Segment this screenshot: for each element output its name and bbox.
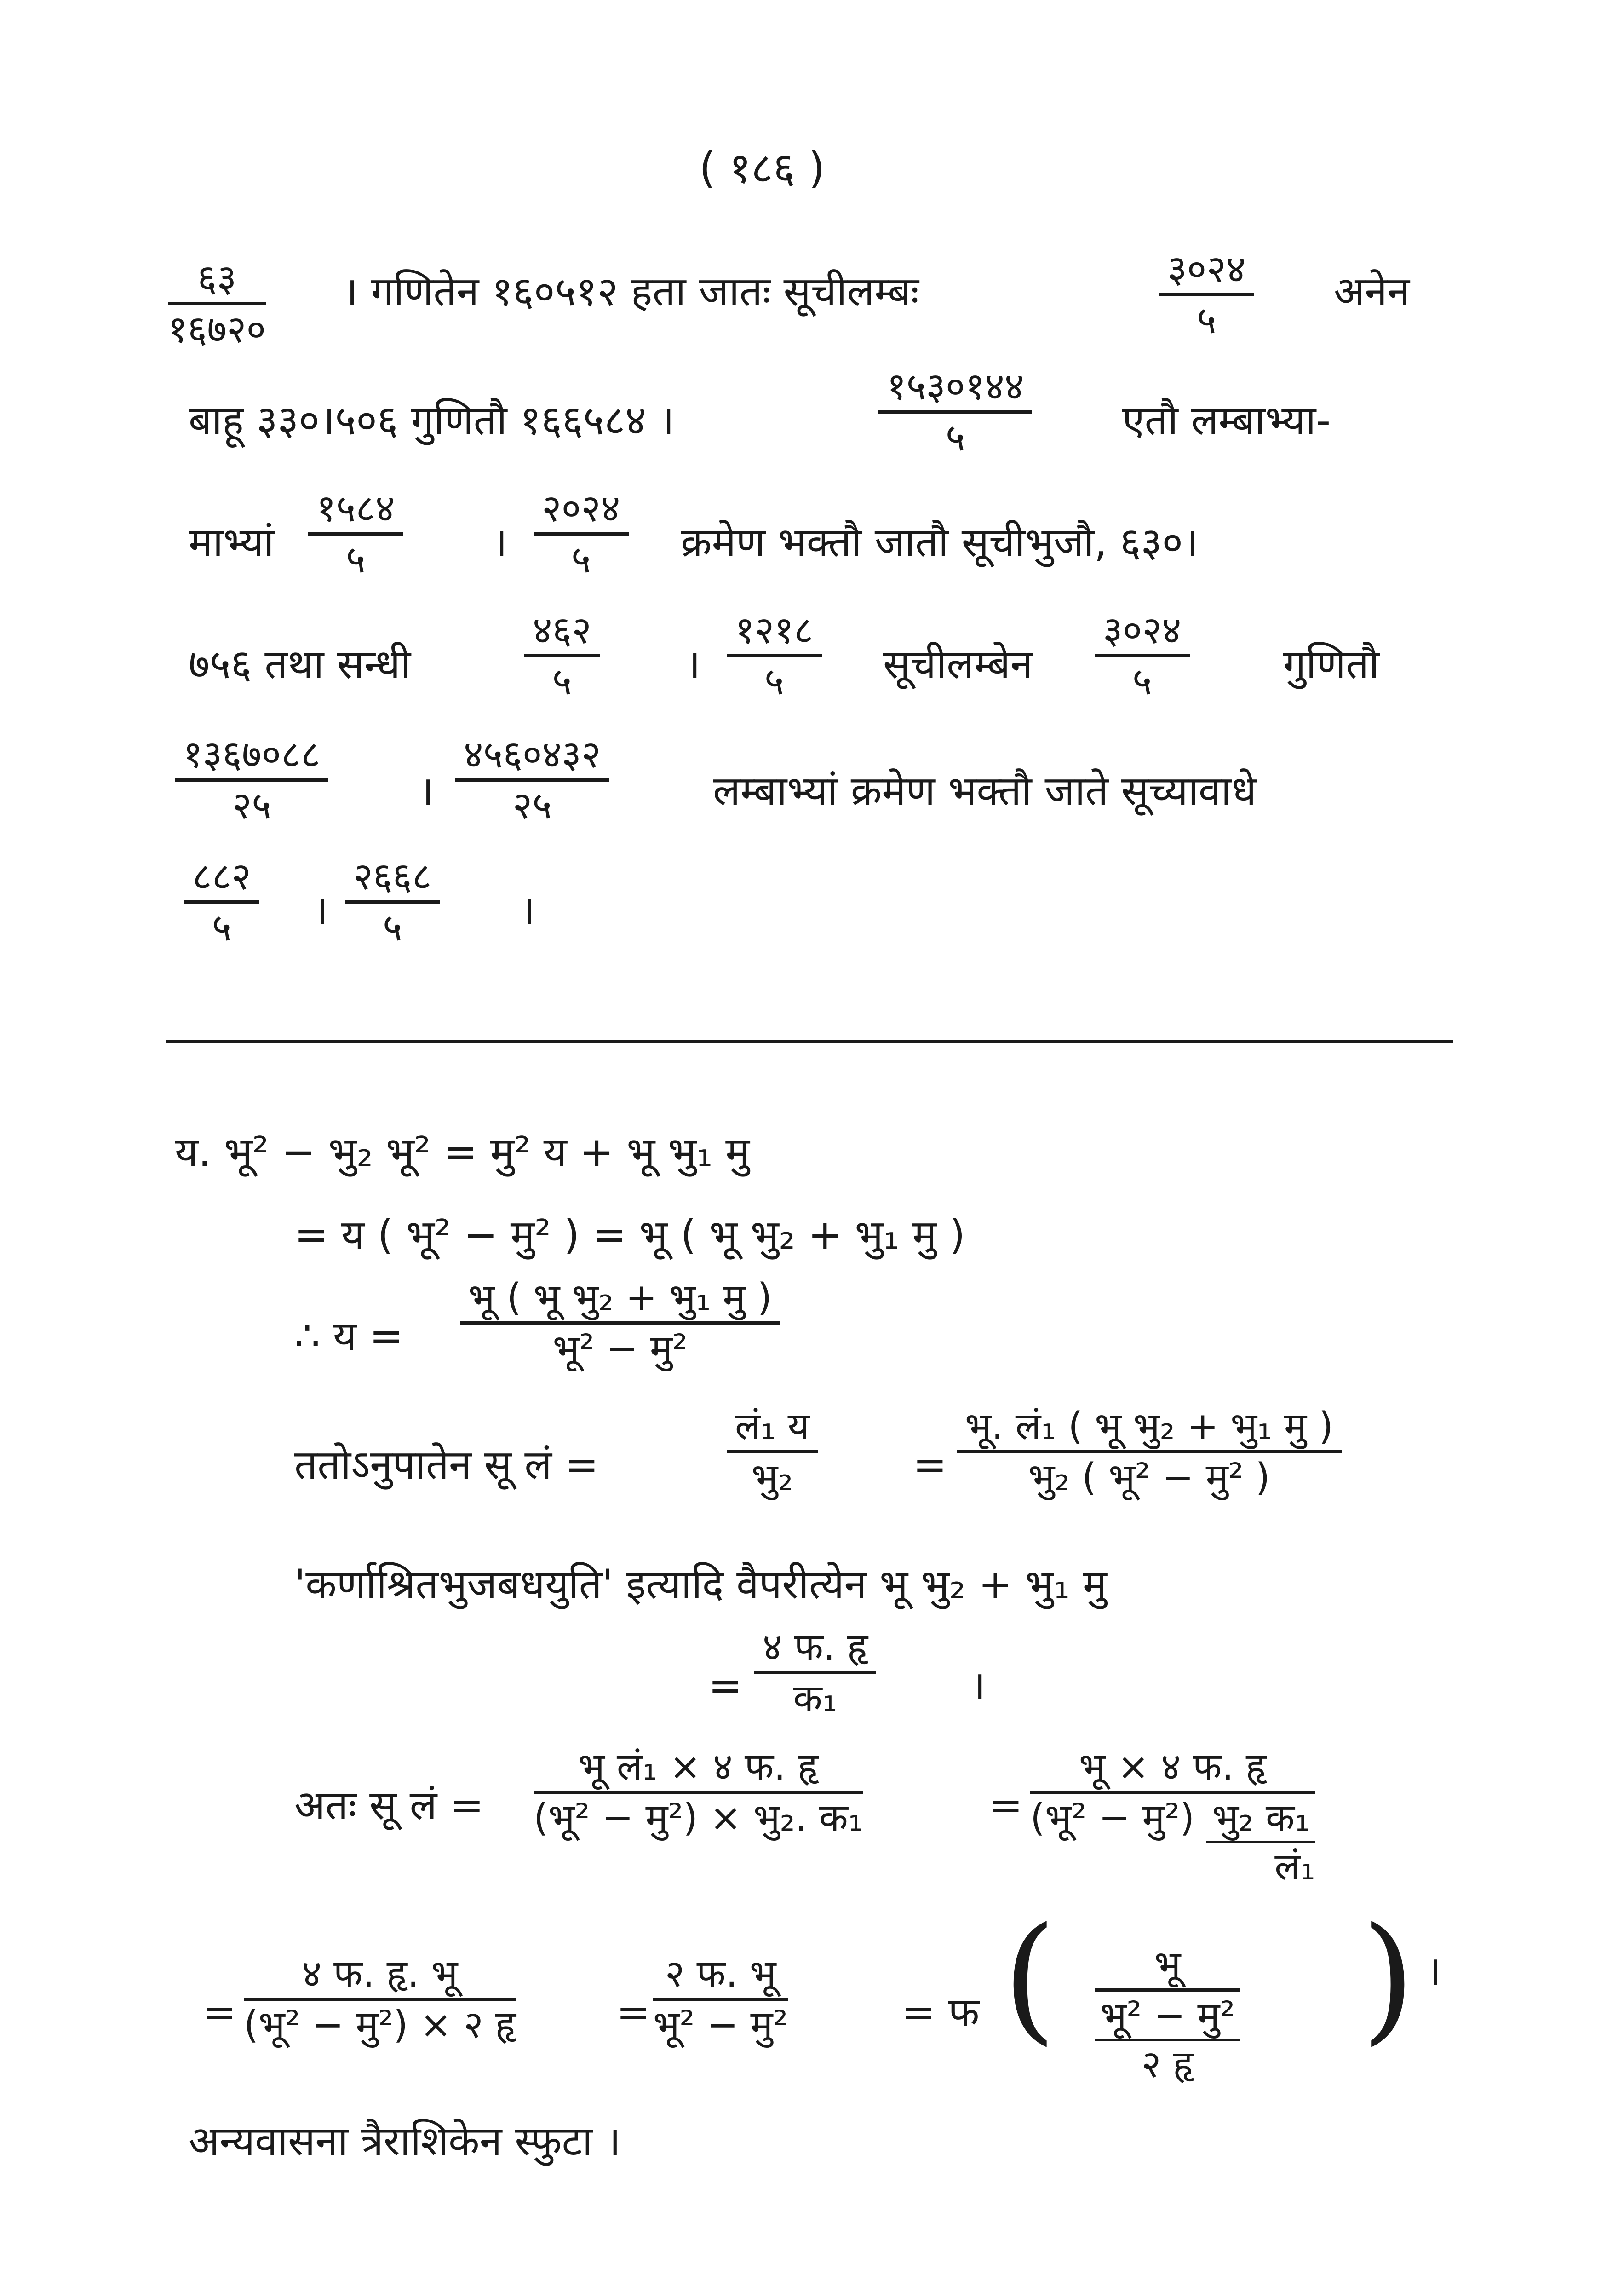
fraction bbox=[534, 1745, 863, 1840]
fraction-denominator: (भू² − मु²) × २ हृ bbox=[244, 2003, 516, 2047]
equation-lhs: ततोऽनुपातेन सू लं = bbox=[294, 1441, 599, 1488]
fraction bbox=[460, 1276, 780, 1371]
fraction-denominator: ५ bbox=[382, 906, 402, 950]
fraction-bar bbox=[308, 532, 403, 536]
separator: । bbox=[970, 1662, 986, 1709]
fraction bbox=[754, 1625, 876, 1720]
fraction-bar bbox=[168, 302, 266, 305]
fraction bbox=[727, 1405, 818, 1499]
fraction-numerator: भू. लं₁ ( भू भु₂ + भु₁ मु ) bbox=[965, 1405, 1334, 1448]
separator: । bbox=[492, 518, 508, 566]
equals-sign: = bbox=[616, 1988, 650, 2036]
equation-line: य. भू² − भु₂ भू² = मु² य + भू भु₁ मु bbox=[175, 1128, 750, 1175]
prose-text: । गणितेन १६०५१२ हता जातः सूचीलम्बः bbox=[343, 268, 919, 315]
fraction bbox=[244, 1952, 516, 2047]
section-divider bbox=[166, 1040, 1453, 1043]
prose-text: गुणितौ bbox=[1283, 640, 1379, 688]
equals-sign: = bbox=[989, 1781, 1023, 1829]
fraction-bar bbox=[345, 900, 440, 904]
left-parenthesis: ( bbox=[1003, 1898, 1057, 2058]
fraction-bar bbox=[727, 654, 822, 657]
equation-lhs: ∴ य = bbox=[294, 1312, 403, 1359]
fraction-bar bbox=[455, 778, 609, 782]
compound-fraction bbox=[1030, 1745, 1315, 1889]
equation-lhs: = फ bbox=[901, 1988, 980, 2036]
fraction-numerator: ८८२ bbox=[192, 855, 251, 899]
fraction-denominator: २५ bbox=[512, 784, 552, 828]
fraction-numerator: भू लं₁ × ४ फ. हृ bbox=[578, 1745, 819, 1789]
fraction bbox=[1095, 609, 1190, 703]
fraction-bar bbox=[534, 532, 629, 536]
separator: । bbox=[313, 887, 328, 934]
fraction-denominator: भू² − मु² bbox=[552, 1327, 688, 1371]
inner-numerator: भू² − मु² bbox=[1100, 1994, 1235, 2038]
fraction-numerator: १५८४ bbox=[316, 487, 395, 530]
fraction-denominator: भु₂ bbox=[751, 1456, 793, 1499]
fraction-bar bbox=[1159, 293, 1254, 296]
fraction-denominator: ५ bbox=[212, 906, 232, 950]
fraction-denominator: ५ bbox=[571, 538, 591, 582]
prose-text: बाहू ३३०।५०६ गुणितौ १६६५८४ । bbox=[189, 397, 675, 444]
fraction-bar bbox=[460, 1321, 780, 1325]
inner-denominator: २ हृ bbox=[1141, 2043, 1194, 2086]
equation-lhs: अतः सू लं = bbox=[294, 1781, 484, 1829]
equals-sign: = bbox=[913, 1441, 947, 1488]
fraction-bar bbox=[244, 1998, 516, 2001]
fraction bbox=[168, 257, 266, 351]
prose-text: ७५६ तथा सन्धी bbox=[189, 640, 411, 688]
fraction-bar bbox=[878, 410, 1032, 414]
closing-text: अन्यवासना त्रैराशिकेन स्फुटा । bbox=[189, 2117, 621, 2165]
fraction bbox=[727, 609, 822, 703]
fraction-bar bbox=[184, 900, 259, 904]
fraction-denominator: भू² − मु² bbox=[653, 2003, 788, 2047]
fraction bbox=[524, 609, 600, 703]
prose-text: सूचीलम्बेन bbox=[883, 640, 1033, 688]
right-parenthesis: ) bbox=[1361, 1898, 1416, 2058]
separator: । bbox=[520, 887, 535, 934]
fraction-denominator: २५ bbox=[232, 784, 271, 828]
equals-sign: = bbox=[202, 1988, 236, 2036]
fraction-denominator: भु₂ ( भू² − मु² ) bbox=[1028, 1456, 1270, 1499]
fraction bbox=[1159, 248, 1254, 342]
fraction-bar bbox=[957, 1450, 1342, 1453]
fraction-denominator: ५ bbox=[345, 538, 366, 582]
fraction-numerator: लं₁ य bbox=[735, 1405, 810, 1448]
fraction bbox=[184, 855, 259, 950]
fraction-numerator: १५३०१४४ bbox=[887, 365, 1024, 409]
fraction-bar bbox=[175, 778, 328, 782]
equals-sign: = bbox=[708, 1662, 742, 1709]
fraction-bar bbox=[754, 1671, 876, 1674]
fraction bbox=[957, 1405, 1342, 1499]
prose-text: माभ्यां bbox=[189, 518, 274, 566]
prose-text: क्रमेण भक्तौ जातौ सूचीभुजौ, ६३०। bbox=[681, 518, 1199, 566]
fraction-numerator: भू ( भू भु₂ + भु₁ मु ) bbox=[468, 1276, 772, 1319]
fraction-denominator: ५ bbox=[552, 660, 572, 703]
fraction-bar bbox=[1030, 1791, 1315, 1794]
equation-line: 'कर्णाश्रितभुजबधयुति' इत्यादि वैपरीत्येन भू भु₂ + भु₁ मु bbox=[294, 1561, 1107, 1608]
fraction-denominator: क₁ bbox=[793, 1676, 838, 1720]
fraction-bar bbox=[727, 1450, 818, 1453]
inner-numerator: भु₂ क₁ bbox=[1212, 1796, 1310, 1840]
fraction-denominator: ५ bbox=[1132, 660, 1152, 703]
fraction bbox=[878, 365, 1032, 460]
fraction-denominator: १६७२० bbox=[168, 308, 266, 351]
fraction bbox=[534, 487, 629, 582]
inner-denominator: लं₁ bbox=[1274, 1845, 1315, 1889]
fraction bbox=[653, 1952, 788, 2047]
prose-text: लम्बाभ्यां क्रमेण भक्तौ जाते सूच्यावाधे bbox=[713, 767, 1257, 814]
fraction-numerator: ६३ bbox=[197, 257, 237, 300]
fraction-numerator: भू × ४ फ. हृ bbox=[1079, 1745, 1267, 1789]
fraction bbox=[455, 733, 609, 828]
fraction-bar bbox=[534, 1791, 863, 1794]
fraction bbox=[175, 733, 328, 828]
fraction-denominator: (भू² − मु²) × भु₂. क₁ bbox=[534, 1796, 863, 1840]
separator: । bbox=[685, 640, 701, 688]
fraction-denominator: ५ bbox=[764, 660, 784, 703]
fraction-bar bbox=[524, 654, 600, 657]
fraction-numerator: २६६८ bbox=[353, 855, 432, 899]
fraction-numerator: भू bbox=[1154, 1943, 1181, 1987]
fraction-numerator: १३६७०८८ bbox=[183, 733, 321, 777]
fraction bbox=[345, 855, 440, 950]
fraction bbox=[308, 487, 403, 582]
separator: । bbox=[419, 767, 434, 814]
fraction-numerator: ४ फ. हृ bbox=[763, 1625, 868, 1669]
fraction-numerator: १२१८ bbox=[735, 609, 814, 652]
fraction-bar bbox=[1095, 654, 1190, 657]
equation-line: = य ( भू² − मु² ) = भू ( भू भु₂ + भु₁ मु ) bbox=[294, 1211, 965, 1258]
fraction-numerator: ४५६०४३२ bbox=[464, 733, 601, 777]
fraction-numerator: ४ फ. हृ. भू bbox=[302, 1952, 458, 1996]
fraction-bar bbox=[1095, 1988, 1240, 1992]
fraction-denominator: ५ bbox=[945, 416, 965, 460]
fraction-numerator: २ फ. भू bbox=[665, 1952, 776, 1996]
fraction-numerator: ४६२ bbox=[533, 609, 591, 652]
fraction-numerator: २०२४ bbox=[542, 487, 620, 530]
fraction-bar bbox=[653, 1998, 788, 2001]
prose-text: अनेन bbox=[1334, 268, 1410, 315]
compound-fraction bbox=[1095, 1943, 1240, 2086]
prose-text: एतौ लम्बाभ्या- bbox=[1122, 397, 1331, 444]
fraction-numerator: ३०२४ bbox=[1167, 248, 1246, 291]
separator: । bbox=[1426, 1947, 1441, 1994]
fraction-denominator: (भू² − मु²) bbox=[1030, 1796, 1195, 1840]
fraction-numerator: ३०२४ bbox=[1103, 609, 1182, 652]
page-number: ( १८६ ) bbox=[699, 144, 825, 193]
fraction-denominator: ५ bbox=[1196, 299, 1217, 342]
